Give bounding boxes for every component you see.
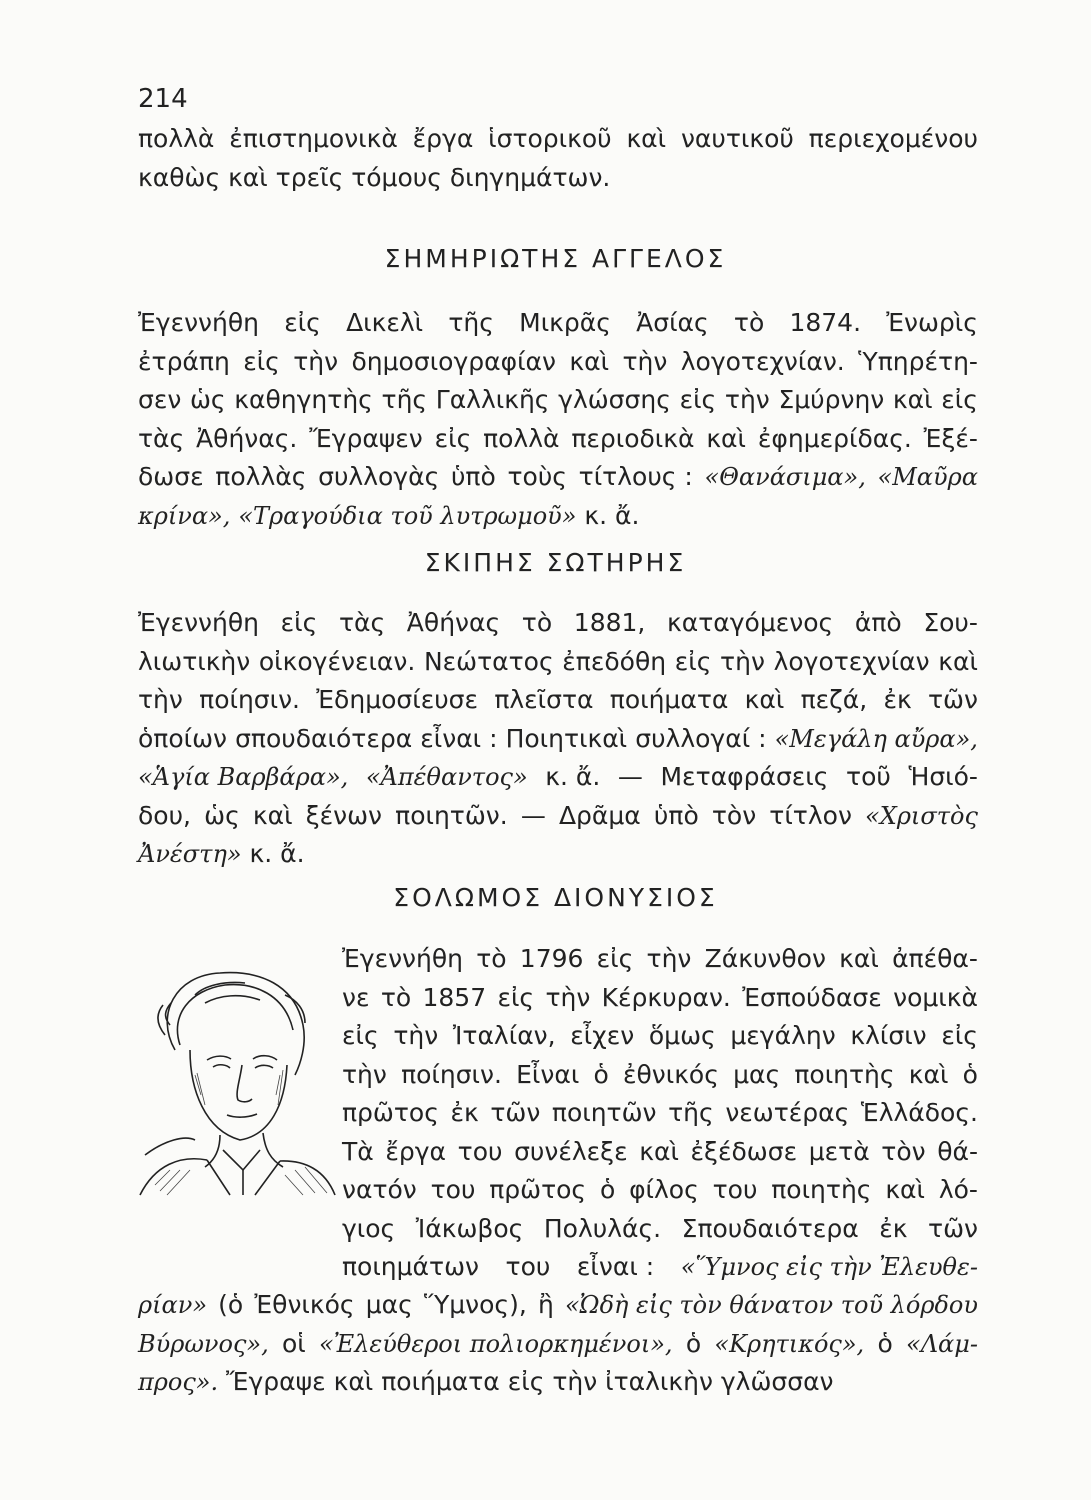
word: ἐκ xyxy=(883,685,912,714)
word: καταγόμενος xyxy=(667,608,834,637)
word: τίτλους : xyxy=(578,462,693,491)
word: Σμύρνην xyxy=(778,385,885,414)
word: Ζάκυνθον xyxy=(704,944,826,973)
word: τὰς xyxy=(338,608,386,637)
word: Μικρᾶς xyxy=(519,308,611,337)
word: Ὑπηρέτη- xyxy=(858,346,978,376)
word: καὶ xyxy=(938,646,978,676)
word: τὸν xyxy=(711,800,757,830)
word: λιωτικὴν xyxy=(138,646,251,676)
word: Ἐδημοσίευσε xyxy=(316,685,479,714)
word: εἰς xyxy=(342,1021,379,1050)
text-line xyxy=(138,304,978,343)
word: 1874. xyxy=(789,308,862,337)
word: ὁ xyxy=(685,1328,702,1358)
word: εἰς xyxy=(941,1021,978,1050)
word: ἐκ xyxy=(879,1213,908,1243)
word: τὸν xyxy=(881,1136,926,1166)
word: τὴν xyxy=(138,685,183,714)
word: τὴν xyxy=(646,944,692,973)
text-line xyxy=(342,1056,978,1095)
word: εἰς xyxy=(941,385,978,414)
word: — xyxy=(617,762,643,791)
title-text: Ἀνέστη» xyxy=(138,840,242,868)
word: εἰς xyxy=(596,944,634,973)
word: Κέρκυραν. xyxy=(601,982,731,1012)
word: πολλὰς xyxy=(215,462,307,491)
entry-paragraph-skipis xyxy=(138,604,978,874)
word: ἀπέθα- xyxy=(892,944,978,973)
word: ἐτράπη xyxy=(138,346,230,376)
word: Ἐσπούδασε xyxy=(742,982,882,1012)
text-line xyxy=(138,120,978,159)
word: ναυτικοῦ xyxy=(680,124,794,153)
text-line xyxy=(342,1210,978,1249)
word: συνέλεξε xyxy=(514,1136,628,1166)
word: τίτλον xyxy=(769,800,852,830)
text-line xyxy=(138,458,978,497)
entry-heading-skipis: ΣΚΙΠΗΣ ΣΩΤΗΡΗΣ xyxy=(424,548,687,577)
word: καθὼς καὶ τρεῖς τόμους διηγημάτων. xyxy=(138,162,611,192)
word: Ἀσίας xyxy=(636,308,709,337)
word: ποιητὴς xyxy=(794,1059,895,1089)
title-text: Βύρωνος», xyxy=(138,1329,269,1358)
word: νατόν xyxy=(342,1175,417,1204)
word: τὴν xyxy=(293,346,339,376)
text-line xyxy=(342,1171,978,1210)
word: ἀπὸ xyxy=(854,608,902,637)
word: συλλογαί : xyxy=(635,723,767,753)
word: του xyxy=(457,1136,503,1166)
word: Ποιητικαὶ xyxy=(505,723,628,753)
word: εἰς xyxy=(679,385,717,414)
word: νομικὰ xyxy=(893,982,978,1012)
word: ξένων xyxy=(305,800,383,830)
word: νεωτέρας xyxy=(725,1098,850,1127)
word: Δικελὶ xyxy=(346,308,424,337)
word: καὶ xyxy=(252,800,293,830)
text-line xyxy=(342,940,978,979)
word: πρῶτος xyxy=(489,1175,587,1204)
word: ἐπιστημονικὰ xyxy=(229,124,398,153)
word: Γαλλικῆς xyxy=(435,385,550,414)
text-line xyxy=(138,720,978,759)
word: ὁ xyxy=(593,1059,609,1089)
text-line xyxy=(342,979,978,1018)
word: ποίησιν. xyxy=(401,1059,502,1089)
word: ὅμως xyxy=(648,1021,716,1050)
title-text: «Ἐλεύθεροι πολιορκημένοι», xyxy=(319,1329,673,1358)
word: ἢ xyxy=(537,1290,554,1319)
word: τὴν xyxy=(393,1021,439,1050)
word: Σπουδαιότερα xyxy=(681,1213,859,1243)
word: Ἐγεννήθη xyxy=(138,608,259,637)
word: Ἐθνικός xyxy=(254,1290,355,1319)
word: καὶ xyxy=(706,423,747,453)
title-text: «Ὕμνος εἰς τὴν Ἐλευθε- xyxy=(680,1253,978,1281)
entry-heading-simiriotis: ΣΗΜΗΡΙΩΤΗΣ ΑΓΓΕΛΟΣ xyxy=(384,244,727,273)
word: σεν xyxy=(138,385,182,414)
text-line xyxy=(138,604,978,643)
word: ὡς xyxy=(204,800,240,830)
word: τοῦ xyxy=(846,762,891,791)
word: του xyxy=(712,1175,758,1204)
word: τὰς xyxy=(138,423,185,453)
word: Πολυλάς. xyxy=(543,1213,662,1243)
word: ὑπὸ xyxy=(450,462,496,491)
text-line xyxy=(138,1286,978,1325)
word: 1857 xyxy=(422,982,487,1012)
word: 1881, xyxy=(573,608,646,637)
word: ποιητῶν. xyxy=(395,800,508,830)
word: εἶναι : xyxy=(420,723,498,753)
word: καὶ xyxy=(744,685,785,714)
word: Ὕμνος), xyxy=(423,1290,527,1319)
text-line xyxy=(138,1325,978,1364)
word: περιοδικὰ xyxy=(571,423,695,453)
title-text: «Λάμ- xyxy=(906,1329,978,1358)
text-line xyxy=(342,1094,978,1133)
word: εἰς xyxy=(280,608,318,637)
word: ποιητὴς xyxy=(771,1175,872,1204)
word: γλώσσης xyxy=(558,385,671,414)
word: Ἀθήνας. xyxy=(196,423,298,453)
word: πεζά, xyxy=(800,685,868,714)
word: περιεχομένου xyxy=(808,124,978,153)
word: δωσε xyxy=(138,462,204,491)
word: Δρᾶμα xyxy=(558,800,641,830)
word: ποιημάτων xyxy=(342,1252,479,1281)
entry-heading-solomos: ΣΟΛΩΜΟΣ ΔΙΟΝΥΣΙΟΣ xyxy=(393,883,718,912)
word: τῶν xyxy=(927,685,978,714)
word: ὁ xyxy=(962,1059,978,1089)
word: Ἐξέ- xyxy=(923,423,978,453)
word: εἰς xyxy=(284,308,321,337)
word: τῆς xyxy=(381,385,428,414)
word: τὸ xyxy=(733,308,765,337)
entry-paragraph-simiriotis xyxy=(138,304,978,535)
word: ὁποίων xyxy=(138,723,228,753)
word: ἐπεδόθη xyxy=(562,646,667,676)
word: συλλογὰς xyxy=(318,462,440,491)
word: πλεῖστα xyxy=(494,685,594,714)
word: Ἐνωρὶς xyxy=(886,308,978,337)
word: τῶν xyxy=(928,1213,978,1243)
word: δημοσιογραφίαν xyxy=(351,346,556,376)
word: νε xyxy=(342,982,370,1012)
word: Τὰ xyxy=(342,1136,374,1166)
word: λογοτεχνίαν xyxy=(773,646,930,676)
title-text: «Ἀπέθαντος» xyxy=(365,763,528,791)
word: μας xyxy=(733,1059,781,1089)
word: του xyxy=(505,1252,551,1281)
word: εἰς xyxy=(674,646,712,676)
word xyxy=(230,497,238,536)
text-line xyxy=(138,381,978,420)
word: τὴν xyxy=(342,1059,387,1089)
word: μετὰ xyxy=(808,1136,870,1166)
word: μας xyxy=(365,1290,413,1319)
word: Ἰάκωβος xyxy=(415,1213,524,1243)
word: ὁ xyxy=(877,1328,893,1358)
text-line xyxy=(138,797,978,836)
word: τὴν xyxy=(724,385,770,414)
word: ἐθνικός xyxy=(622,1059,719,1089)
text-line xyxy=(138,681,978,720)
text-line xyxy=(138,758,978,797)
text-line xyxy=(138,643,978,682)
title-text: προς». xyxy=(138,1368,219,1396)
word: καθηγητὴς xyxy=(234,385,373,414)
word: τὸ xyxy=(521,608,553,637)
title-text: «Κρητικός», xyxy=(714,1329,865,1358)
title-text: «Ἁγία Βαρβάρα», xyxy=(138,763,349,791)
text-line xyxy=(342,1248,978,1287)
text-line xyxy=(138,1363,978,1402)
word: κ. ἄ. xyxy=(576,500,640,530)
word: εἰς xyxy=(497,982,535,1012)
title-text: ρίαν» xyxy=(138,1291,207,1319)
text-line xyxy=(138,835,978,874)
word: δου, xyxy=(138,800,192,830)
word: 1796 xyxy=(519,944,584,973)
word: ἔργα xyxy=(412,124,474,153)
word: πολλὰ xyxy=(138,124,215,153)
entry-paragraph-solomos-continued xyxy=(138,1286,978,1402)
word: καὶ xyxy=(639,1136,679,1166)
page-number: 214 xyxy=(138,84,188,114)
word: κ. ἄ. xyxy=(241,839,305,868)
word: Ἐγεννήθη xyxy=(138,308,259,337)
word: καὶ xyxy=(885,1175,925,1204)
word: Νεώτατος xyxy=(423,646,554,676)
word: Εἶναι xyxy=(516,1059,580,1089)
solomos-portrait-drawing xyxy=(135,955,340,1200)
word: Ἐγεννήθη xyxy=(342,944,463,973)
word: Ἔγραψε καὶ ποιήματα εἰς τὴν ἰταλικὴν γλῶσσαν xyxy=(218,1367,834,1396)
intro-paragraph xyxy=(138,120,978,197)
word: Ἑλλάδος. xyxy=(860,1098,978,1127)
word: Ἀθήνας xyxy=(406,608,501,637)
word: πρῶτος xyxy=(342,1098,439,1127)
word: Σου- xyxy=(923,608,978,637)
word: εἶχεν xyxy=(570,1021,635,1050)
word: λογοτεχνίαν. xyxy=(680,346,845,376)
word: τὴν xyxy=(545,982,591,1012)
text-line xyxy=(138,343,978,382)
text-line xyxy=(138,159,978,198)
title-text: «Μεγάλη αὔρα», xyxy=(774,724,978,753)
word: εἶναι : xyxy=(576,1252,655,1281)
word: — xyxy=(520,800,546,830)
word: ποιήματα xyxy=(609,685,729,714)
word: Ἡσιό- xyxy=(908,762,978,791)
word: οἱ xyxy=(281,1328,306,1358)
title-text: «Χριστὸς xyxy=(865,801,978,830)
word: ἱστορικοῦ xyxy=(488,124,612,153)
word: κ. ἄ. xyxy=(545,762,601,791)
word: τῶν xyxy=(490,1098,541,1127)
word: τὴν xyxy=(622,346,668,376)
word: εἰς xyxy=(434,423,472,453)
word: ἐφημερίδας. xyxy=(757,423,912,453)
word: τὸ xyxy=(380,982,412,1012)
text-line xyxy=(342,1017,978,1056)
title-text: κρίνα», xyxy=(138,501,231,530)
word: εἰς xyxy=(243,346,280,376)
word: ποιητῶν xyxy=(551,1098,657,1127)
word: τὸ xyxy=(476,944,507,973)
word: θά- xyxy=(937,1136,978,1166)
title-text: «Θανάσιμα», xyxy=(704,463,866,491)
solomos-portrait xyxy=(135,955,340,1200)
word: καὶ xyxy=(626,124,667,153)
word: ποίησιν. xyxy=(199,685,301,714)
word: ὡς xyxy=(190,385,226,414)
word: Μεταφράσεις xyxy=(660,762,829,791)
word: σπουδαιότερα xyxy=(235,723,413,753)
word: Ἔγραψεν xyxy=(309,423,423,453)
word: (ὁ xyxy=(218,1290,244,1319)
word: τῆς xyxy=(668,1098,714,1127)
word: Ἰταλίαν, xyxy=(452,1021,556,1050)
text-line xyxy=(138,420,978,459)
word: ἐξέδωσε xyxy=(690,1136,798,1166)
word: καὶ xyxy=(892,385,933,414)
word: φίλος xyxy=(629,1175,699,1204)
title-text: «Ὠδὴ εἰς τὸν θάνατον τοῦ λόρδου xyxy=(564,1291,978,1319)
word: τῆς xyxy=(448,308,494,337)
word: οἰκογένειαν. xyxy=(258,646,416,676)
word: κλίσιν xyxy=(850,1021,927,1050)
word: ἐκ xyxy=(450,1098,479,1127)
word: καὶ xyxy=(569,346,610,376)
word: λό- xyxy=(938,1175,978,1204)
title-text: «Τραγούδια τοῦ λυτρωμοῦ» xyxy=(238,501,577,530)
word: του xyxy=(430,1175,476,1204)
word: τὴν xyxy=(720,646,765,676)
word: ὑπὸ xyxy=(653,800,699,830)
word: ἔργα xyxy=(385,1136,447,1166)
word: μεγάλην xyxy=(730,1021,836,1050)
word: γιος xyxy=(342,1213,396,1243)
word: καὶ xyxy=(908,1059,949,1089)
word: ὁ xyxy=(599,1175,616,1204)
text-line xyxy=(138,497,978,536)
word: πολλὰ xyxy=(483,423,560,453)
text-line xyxy=(342,1133,978,1172)
word: καὶ xyxy=(839,944,879,973)
entry-paragraph-solomos-wrapped xyxy=(342,940,978,1287)
title-text: «Μαῦρα xyxy=(877,463,978,491)
word: τοὺς xyxy=(507,462,567,491)
